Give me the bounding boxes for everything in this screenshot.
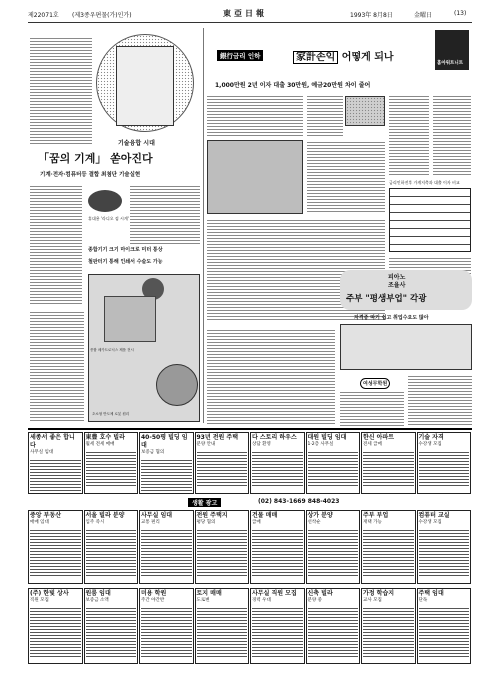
classified-title: 한신 아파트	[363, 434, 395, 441]
classified-body: 전세 급매	[363, 442, 382, 447]
headline-rest: 어떻게 되나	[338, 52, 394, 63]
classified-ad	[361, 432, 416, 494]
classified-body: 교사 모집	[363, 598, 382, 603]
column-divider	[203, 28, 204, 423]
classified-title: 중앙 부동산	[30, 512, 62, 519]
bank-photo	[207, 140, 303, 214]
classified-fine-print	[197, 450, 248, 488]
classified-fine-print	[419, 606, 470, 658]
classified-body: 입주 즉시	[85, 520, 105, 525]
device-drawing	[116, 46, 174, 126]
product-device-2	[156, 364, 198, 406]
classified-fine-print	[308, 606, 359, 658]
product-device-1	[104, 296, 156, 342]
classified-title: 신축 빌라	[307, 590, 333, 597]
classified-fine-print	[197, 606, 248, 658]
classified-title: 전원 주택지	[196, 512, 228, 519]
classified-fine-print	[30, 528, 81, 578]
classified-fine-print	[363, 528, 414, 578]
classified-title: 사무실 직원 모집	[252, 590, 297, 597]
device-photo	[88, 190, 122, 212]
classified-ad	[195, 432, 250, 494]
photo-tag: 여성무학원	[360, 378, 390, 389]
classified-body: 1·2층 사무실	[307, 442, 334, 447]
page-number: (13)	[454, 10, 467, 17]
classified-ad	[195, 510, 250, 584]
body-col-a	[207, 94, 303, 136]
panel-label: 종합 메카트로닉스 제품 전시	[90, 348, 134, 352]
body-column-3	[30, 310, 84, 422]
classified-ad	[417, 432, 472, 494]
subhead: 자격증 따기 쉽고 취업수요도 많아	[354, 315, 429, 321]
classified-fine-print	[252, 528, 303, 578]
classifieds-phone: (02) 843-1669 848-4023	[258, 498, 340, 505]
classified-ad	[306, 588, 361, 664]
headline	[293, 48, 394, 63]
classified-body: 교통 편리	[141, 520, 160, 525]
classified-body: 재택 가능	[363, 520, 382, 525]
classified-title: 가정 학습지	[363, 590, 395, 597]
classified-body: 직원 모집	[30, 598, 49, 603]
classified-body: 수강생 모집	[418, 442, 442, 447]
classified-title: 주부 부업	[363, 512, 389, 519]
classified-title: 사무실 임대	[141, 512, 173, 519]
classified-ad	[28, 510, 83, 584]
classified-body: 보증금 협의	[141, 450, 165, 455]
classified-fine-print	[86, 528, 137, 578]
classified-ad	[139, 510, 194, 584]
classified-body: 주간 야간반	[141, 598, 165, 603]
classified-ad	[84, 510, 139, 584]
classified-fine-print	[141, 458, 192, 494]
classified-body: 분양 중	[307, 598, 322, 603]
classified-ad	[139, 432, 194, 494]
feature-headline: 「꿈의 기계」 쏟아진다	[38, 152, 153, 165]
body-col-b	[408, 374, 472, 426]
photo-caption-1: 휴대용 '라디오 겸 시계'	[88, 216, 129, 221]
right-top-article-continued	[207, 328, 335, 424]
classified-fine-print	[252, 450, 303, 488]
classifieds-section	[28, 432, 472, 666]
series-tag: 기술융합 시대	[118, 140, 155, 147]
classified-title: 기술 자격	[418, 434, 444, 441]
classified-body: 사무실 임대	[30, 450, 54, 455]
table-caption: 금리인하전후 가계저축과 대출 이자 비교	[389, 180, 460, 185]
classified-ad	[195, 588, 250, 664]
classified-fine-print	[86, 606, 137, 658]
body-column-1	[30, 184, 82, 304]
classified-ad	[417, 510, 472, 584]
classified-ad	[361, 588, 416, 664]
classified-title: (주) 한빛 상사	[30, 590, 69, 597]
registration-note: (제3종우편물(가)인가)	[72, 12, 132, 19]
classified-fine-print	[30, 458, 81, 494]
feature-subhead: 기계·전자·컴퓨터등 결합 최첨단 기술실현	[40, 172, 141, 178]
issue-number: 제22071호	[28, 12, 59, 19]
classified-body: 보증금 소액	[85, 598, 109, 603]
subhead: 1,000만원 2년 이자 대출 30만원, 예금20만원 차이 줄어	[215, 82, 371, 89]
intro-text	[30, 36, 92, 144]
classified-title: 대원 빌딩 임대	[307, 434, 347, 441]
callout-1: 종합기기 크기 마이크로 미터 통상	[88, 247, 163, 253]
right-mid-article	[340, 270, 472, 426]
classified-ad	[139, 588, 194, 664]
classified-fine-print	[363, 450, 414, 488]
pre-title: 피아노	[388, 274, 406, 281]
classified-ad	[28, 432, 83, 494]
classified-body: 도로변	[196, 598, 210, 603]
classified-body: 단독	[418, 598, 428, 603]
paper-name: 東亞日報	[223, 9, 267, 18]
classified-ad	[417, 588, 472, 664]
classified-title: 東豊 호수 빌라	[85, 434, 125, 441]
classified-body: 경력 우대	[252, 598, 271, 603]
photo-caption-2: 초소형 반도체 로봇 원리	[92, 412, 130, 416]
classified-title: 원룸 임대	[85, 590, 111, 597]
body-column-2	[130, 184, 200, 244]
classified-fine-print	[308, 450, 359, 488]
classifieds-title: 생활 광고	[188, 498, 221, 507]
classified-body: 분양 안내	[196, 442, 216, 447]
classified-title: 주택 임대	[418, 590, 444, 597]
classified-ad	[250, 432, 305, 494]
classified-fine-print	[419, 450, 470, 488]
classified-fine-print	[308, 528, 359, 578]
classified-fine-print	[86, 450, 137, 488]
body-col-d	[433, 94, 471, 176]
classified-fine-print	[252, 606, 303, 658]
classified-title: 40-50평 빌딩 임대	[141, 434, 188, 449]
classified-ad	[84, 432, 139, 494]
issue-date: 1993年 8月8日	[350, 12, 393, 19]
classified-fine-print	[141, 528, 192, 578]
classified-ad	[28, 588, 83, 664]
classified-title: 다 스토리 하우스	[252, 434, 297, 441]
interest-table	[389, 188, 471, 252]
classified-title: 건물 매매	[252, 512, 278, 519]
classified-fine-print	[363, 606, 414, 658]
classified-fine-print	[197, 528, 248, 578]
classified-title: 상가 분양	[307, 512, 333, 519]
classified-body: 급매	[252, 520, 261, 525]
body-col-a	[340, 390, 404, 426]
headline-hanja: 家計손익	[293, 51, 338, 64]
classified-title: 93년 전원 주택	[196, 434, 239, 441]
headline: 주부 "평생부업" 각광	[346, 294, 427, 304]
classified-title: 미용 학원	[141, 590, 167, 597]
classifieds-rule	[28, 428, 472, 430]
headline-backdrop	[340, 270, 472, 310]
masthead-rule	[28, 22, 472, 23]
weekday: 金曜日	[414, 12, 433, 19]
classified-ad	[250, 510, 305, 584]
classified-fine-print	[30, 606, 81, 658]
classified-ad	[306, 510, 361, 584]
classified-ad	[250, 588, 305, 664]
title-badge: 銀行금리 인하	[217, 50, 263, 61]
classified-body: 수강생 모집	[418, 520, 442, 525]
classified-title: 토지 매매	[196, 590, 222, 597]
classified-body: 매매 임대	[30, 520, 49, 525]
callout-2: 철판터기 통해 인쇄서 수술도 가능	[88, 259, 163, 265]
inset-chart	[345, 96, 385, 126]
piano-photo	[340, 324, 472, 370]
classified-title: 세종서 좋은 합니다	[30, 434, 75, 449]
body-col-c	[389, 94, 429, 176]
classified-fine-print	[419, 528, 470, 578]
classified-title: 서울 빌라 분양	[85, 512, 125, 519]
masthead	[28, 8, 472, 22]
classified-body: 평당 협의	[196, 520, 216, 525]
classified-fine-print	[141, 606, 192, 658]
body-col-b	[307, 94, 343, 136]
classified-title: 컴퓨터 교실	[418, 512, 450, 519]
pre-title-2: 조율사	[388, 282, 406, 289]
section-label: 홈아워트니트	[437, 61, 464, 66]
classified-ad	[306, 432, 361, 494]
body-col-e	[307, 140, 385, 214]
classified-body: 월세 전세 매매	[85, 442, 115, 447]
classified-body: 상담 환영	[252, 442, 271, 447]
classified-ad	[361, 510, 416, 584]
left-feature-article	[30, 28, 200, 423]
classified-ad	[84, 588, 139, 664]
classified-body: 선착순	[307, 520, 321, 525]
